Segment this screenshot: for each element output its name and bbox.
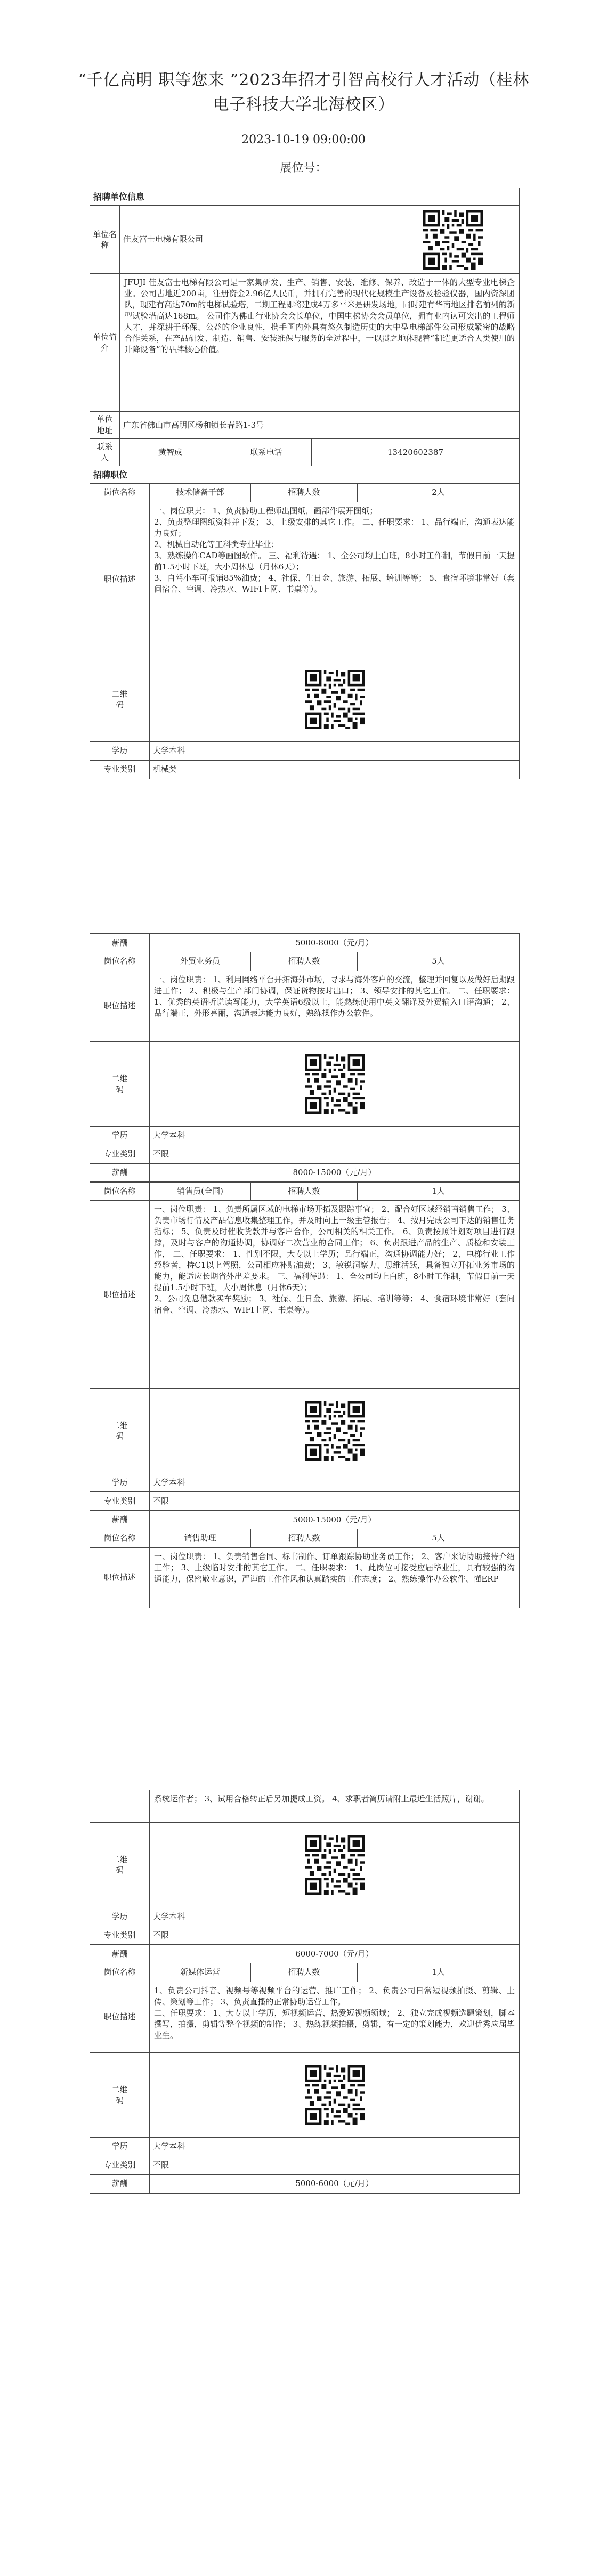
education-label: 学历 <box>90 1473 150 1492</box>
education-label: 学历 <box>90 1907 150 1926</box>
headcount-label: 招聘人数 <box>251 1529 358 1547</box>
page-3 <box>0 1758 607 2576</box>
job-major: 不限 <box>150 2156 520 2174</box>
description-label: 职位描述 <box>90 1982 150 2052</box>
contact-phone: 13420602387 <box>312 439 520 466</box>
job-headcount: 5人 <box>358 1529 520 1547</box>
job-qrcode <box>150 657 520 741</box>
jobs-continued-table <box>90 933 519 1608</box>
qrcode-label: 二维码 <box>90 1823 150 1907</box>
qr-code-icon <box>305 670 365 729</box>
description-label: 职位描述 <box>90 1547 150 1608</box>
description-label: 职位描述 <box>90 502 150 657</box>
salary-label: 薪酬 <box>90 2174 150 2193</box>
contact-name: 黄智成 <box>120 439 221 466</box>
qr-code-icon <box>305 1835 365 1895</box>
position-label: 岗位名称 <box>90 1529 150 1547</box>
job-salary: 5000-8000（元/月） <box>150 934 520 952</box>
major-label: 专业类别 <box>90 1926 150 1945</box>
job-headcount: 1人 <box>358 1963 520 1982</box>
event-datetime: 2023-10-19 09:00:00 <box>241 133 366 146</box>
job-2 <box>90 952 520 1183</box>
headcount-label: 招聘人数 <box>251 952 358 971</box>
qr-code-icon <box>423 210 483 270</box>
description-label: 职位描述 <box>90 971 150 1041</box>
job-description: 一、岗位职责： 1、利用网络平台开拓海外市场，寻求与海外客户的交流，整理并回复以及做好后期跟进工作； 2、积极与生产部门协调，保证货物按时出口； 3、领导安排的其它工作。 二、任职要求： 1、优秀的英语听说读写能力，大学英语6级以上，能熟练使用中英文翻译及外贸输入口语沟通； 2、品行端正，外形亮丽，沟通表达能力良好，熟练操作办公软件。 <box>150 971 520 1041</box>
job-3 <box>90 1181 520 1529</box>
job-salary: 8000-15000（元/月） <box>150 1163 520 1182</box>
page-title: “千亿高明 职等您来 ”2023年招才引智高校行人才活动（桂林电子科技大学北海校区） <box>78 71 530 114</box>
company-intro: JFUJI 佳友富士电梯有限公司是一家集研发、生产、销售、安装、维修、保养、改造于一体的大型专业电梯企业。公司占地近200亩，注册资金2.96亿人民币，并拥有完善的现代化规模生产设备及检验仪器，国内资深团队，现建有高达70m的电梯试验塔，二期工程即将建成4万多平米是研发场地，同时建有华南地区排名前列的新型试验塔高达168m。 公司作为佛山行业协会会长单位，中国电梯协会会员单位，拥有业内认可突出的工程师人才，并深耕于环保、公益的企业良性，携手国内外具有悠久制造历史的大中型电梯部件公司形成紧密的战略合作关系，在产品研发、制造、销售、安装维保与服务的全过程中，一以贯之地体现着“制造更适合人类使用的升降设备”的品牌核心价值。 <box>120 274 520 412</box>
job-education: 大学本科 <box>150 1126 520 1145</box>
qr-code-icon <box>305 1401 365 1461</box>
phone-label: 联系电话 <box>221 439 312 466</box>
job-qrcode <box>150 1041 520 1126</box>
qrcode-label: 二维码 <box>90 1041 150 1126</box>
job-description: 1、负责公司抖音、视频号等视频平台的运营、推广工作； 2、负责公司日常短视频拍摄、剪辑、上传、策划等工作； 3、负责直播的正常协助运营工作。 二、任职要求： 1、大专以上学历，短视频运营、热爱短视频领域； 2、独立完成视频选题策划，脚本撰写，拍摄，剪辑等整个视频的制作； 3、热练视频拍摄，剪辑，有一定的策划能力，欢迎优秀应届毕业生。 <box>150 1982 520 2052</box>
job-headcount: 2人 <box>358 483 520 502</box>
job-headcount: 1人 <box>358 1182 520 1201</box>
salary-label: 薪酬 <box>90 1511 150 1529</box>
job-description: 一、岗位职责： 1、负责协助工程师出图纸，画部件展开图纸； 2、负责整理图纸资料并下发； 3、上级安排的其它工作。 二、任职要求： 1、品行端正，沟通表达能力良好； 2、机械自动化等工科类专业毕业； 3、熟练操作CAD等画图软件。 三、福利待遇： 1、全公司均上白班，8小时工作制，节假日前一天提前1.5小时下班，大小周休息（月休6天）； 3、自驾小车可报销85%油费； 4、社保、生日金、旅游、拓展、培训等等； 5、食宿环境非常好（套间宿舍、空调、冷热水、WIFI上网、书桌等）。 <box>150 502 520 657</box>
job-education: 大学本科 <box>150 2137 520 2156</box>
job-4-continued <box>90 1790 520 1963</box>
headcount-label: 招聘人数 <box>251 1963 358 1982</box>
company-info-table <box>90 188 519 779</box>
job-education: 大学本科 <box>150 741 520 760</box>
job-education: 大学本科 <box>150 1473 520 1492</box>
section-company: 招聘单位信息 <box>90 188 520 206</box>
job-position: 销售助理 <box>150 1529 251 1547</box>
major-label: 专业类别 <box>90 1145 150 1163</box>
education-label: 学历 <box>90 1126 150 1145</box>
company-name: 佳友富士电梯有限公司 <box>120 206 386 274</box>
job-description: 一、岗位职责： 1、负责销售合同、标书制作、订单跟踪协助业务员工作； 2、客户来访协助接待介绍工作； 3、上级临时安排的其它工作。 二、任职要求： 1、此岗位可接受应届毕业生，具有较强的沟通能力，保密敬业意识，严谨的工作作风和认真踏实的工作态度； 2、熟练操作办公软件、懂ERP <box>150 1547 520 1608</box>
job-position: 新媒体运营 <box>150 1963 251 1982</box>
education-label: 学历 <box>90 741 150 760</box>
qrcode-label: 二维码 <box>90 1389 150 1473</box>
booth-label: 展位号： <box>280 161 327 175</box>
headcount-label: 招聘人数 <box>251 483 358 502</box>
job-education: 大学本科 <box>150 1907 520 1926</box>
company-address-label: 单位地址 <box>90 412 120 439</box>
job-qrcode <box>150 2052 520 2137</box>
job-qrcode <box>150 1389 520 1473</box>
salary-label: 薪酬 <box>90 1945 150 1963</box>
salary-label: 薪酬 <box>90 934 150 952</box>
qr-code-icon <box>305 2065 365 2125</box>
page-2 <box>0 906 607 1731</box>
qrcode-label: 二维码 <box>90 2052 150 2137</box>
jobs-continued-table-2 <box>90 1790 519 2194</box>
job-salary: 5000-6000（元/月） <box>150 2174 520 2193</box>
job-position: 技术储备干部 <box>150 483 251 502</box>
job-headcount: 5人 <box>358 952 520 971</box>
description-label-blank <box>90 1790 150 1823</box>
job-major: 不限 <box>150 1492 520 1511</box>
position-label: 岗位名称 <box>90 1182 150 1201</box>
job-major: 机械类 <box>150 760 520 779</box>
company-qrcode <box>386 206 520 274</box>
page-1 <box>0 0 607 852</box>
job-salary: 6000-7000（元/月） <box>150 1945 520 1963</box>
education-label: 学历 <box>90 2137 150 2156</box>
company-address: 广东省佛山市高明区杨和镇长春路1-3号 <box>120 412 520 439</box>
job-major: 不限 <box>150 1145 520 1163</box>
job-salary: 5000-15000（元/月） <box>150 1511 520 1529</box>
position-label: 岗位名称 <box>90 483 150 502</box>
section-jobs: 招聘职位 <box>90 466 520 484</box>
major-label: 专业类别 <box>90 760 150 779</box>
job-major: 不限 <box>150 1926 520 1945</box>
contact-label: 联系人 <box>90 439 120 466</box>
headcount-label: 招聘人数 <box>251 1182 358 1201</box>
qrcode-label: 二维码 <box>90 657 150 741</box>
job-position: 销售员(全国) <box>150 1182 251 1201</box>
description-label: 职位描述 <box>90 1201 150 1389</box>
job-1-salary <box>90 933 520 952</box>
job-5 <box>90 1963 520 2194</box>
job-4 <box>90 1529 520 1608</box>
major-label: 专业类别 <box>90 1492 150 1511</box>
salary-label: 薪酬 <box>90 1163 150 1182</box>
position-label: 岗位名称 <box>90 952 150 971</box>
job-position: 外贸业务员 <box>150 952 251 971</box>
position-label: 岗位名称 <box>90 1963 150 1982</box>
job-qrcode <box>150 1823 520 1907</box>
major-label: 专业类别 <box>90 2156 150 2174</box>
company-name-label: 单位名称 <box>90 206 120 274</box>
job-description: 一、岗位职责： 1、负责所属区域的电梯市场开拓及跟踪事宜； 2、配合好区域经销商销售工作； 3、负责市场行情及产品信息收集整理工作，并及时向上一级主管报告； 4、按月完成公司下达的销售任务指标； 5、负责及时催收货款并与客户合作，公司相关的相关工作。 6、负责按照计划对项目进行跟踪，及时与客户的沟通协调，协调好二次营业的合同工作； 6、负责跟进产品的生产、质检和安装工作， 二、任职要求： 1、性别不限，大专以上学历；品行端正，沟通协调能力好； 2、电梯行业工作经验者，持C1以上驾照，公司相应补贴油费； 3、敏锐洞察力、思维活跃，具备独立开拓业务市场的能力，能适应长期省外出差要求。 三、福利待遇： 1、全公司均上白班，8小时工作制，节假日前一天提前1.5小时下班，大小周休息（月休6天）； 2、公司免息借款买车奖励； 3、社保、生日金、旅游、拓展、培训等等； 4、食宿环境非常好（套间宿舍、空调、冷热水、WIFI上网、书桌等）。 <box>150 1201 520 1389</box>
qr-code-icon <box>305 1054 365 1114</box>
job-1 <box>90 483 520 779</box>
company-intro-label: 单位简介 <box>90 274 120 412</box>
job-description: 系统运作者； 3、试用合格转正后另加提成工资。 4、求职者简历请附上最近生活照片，谢谢。 <box>150 1790 520 1823</box>
